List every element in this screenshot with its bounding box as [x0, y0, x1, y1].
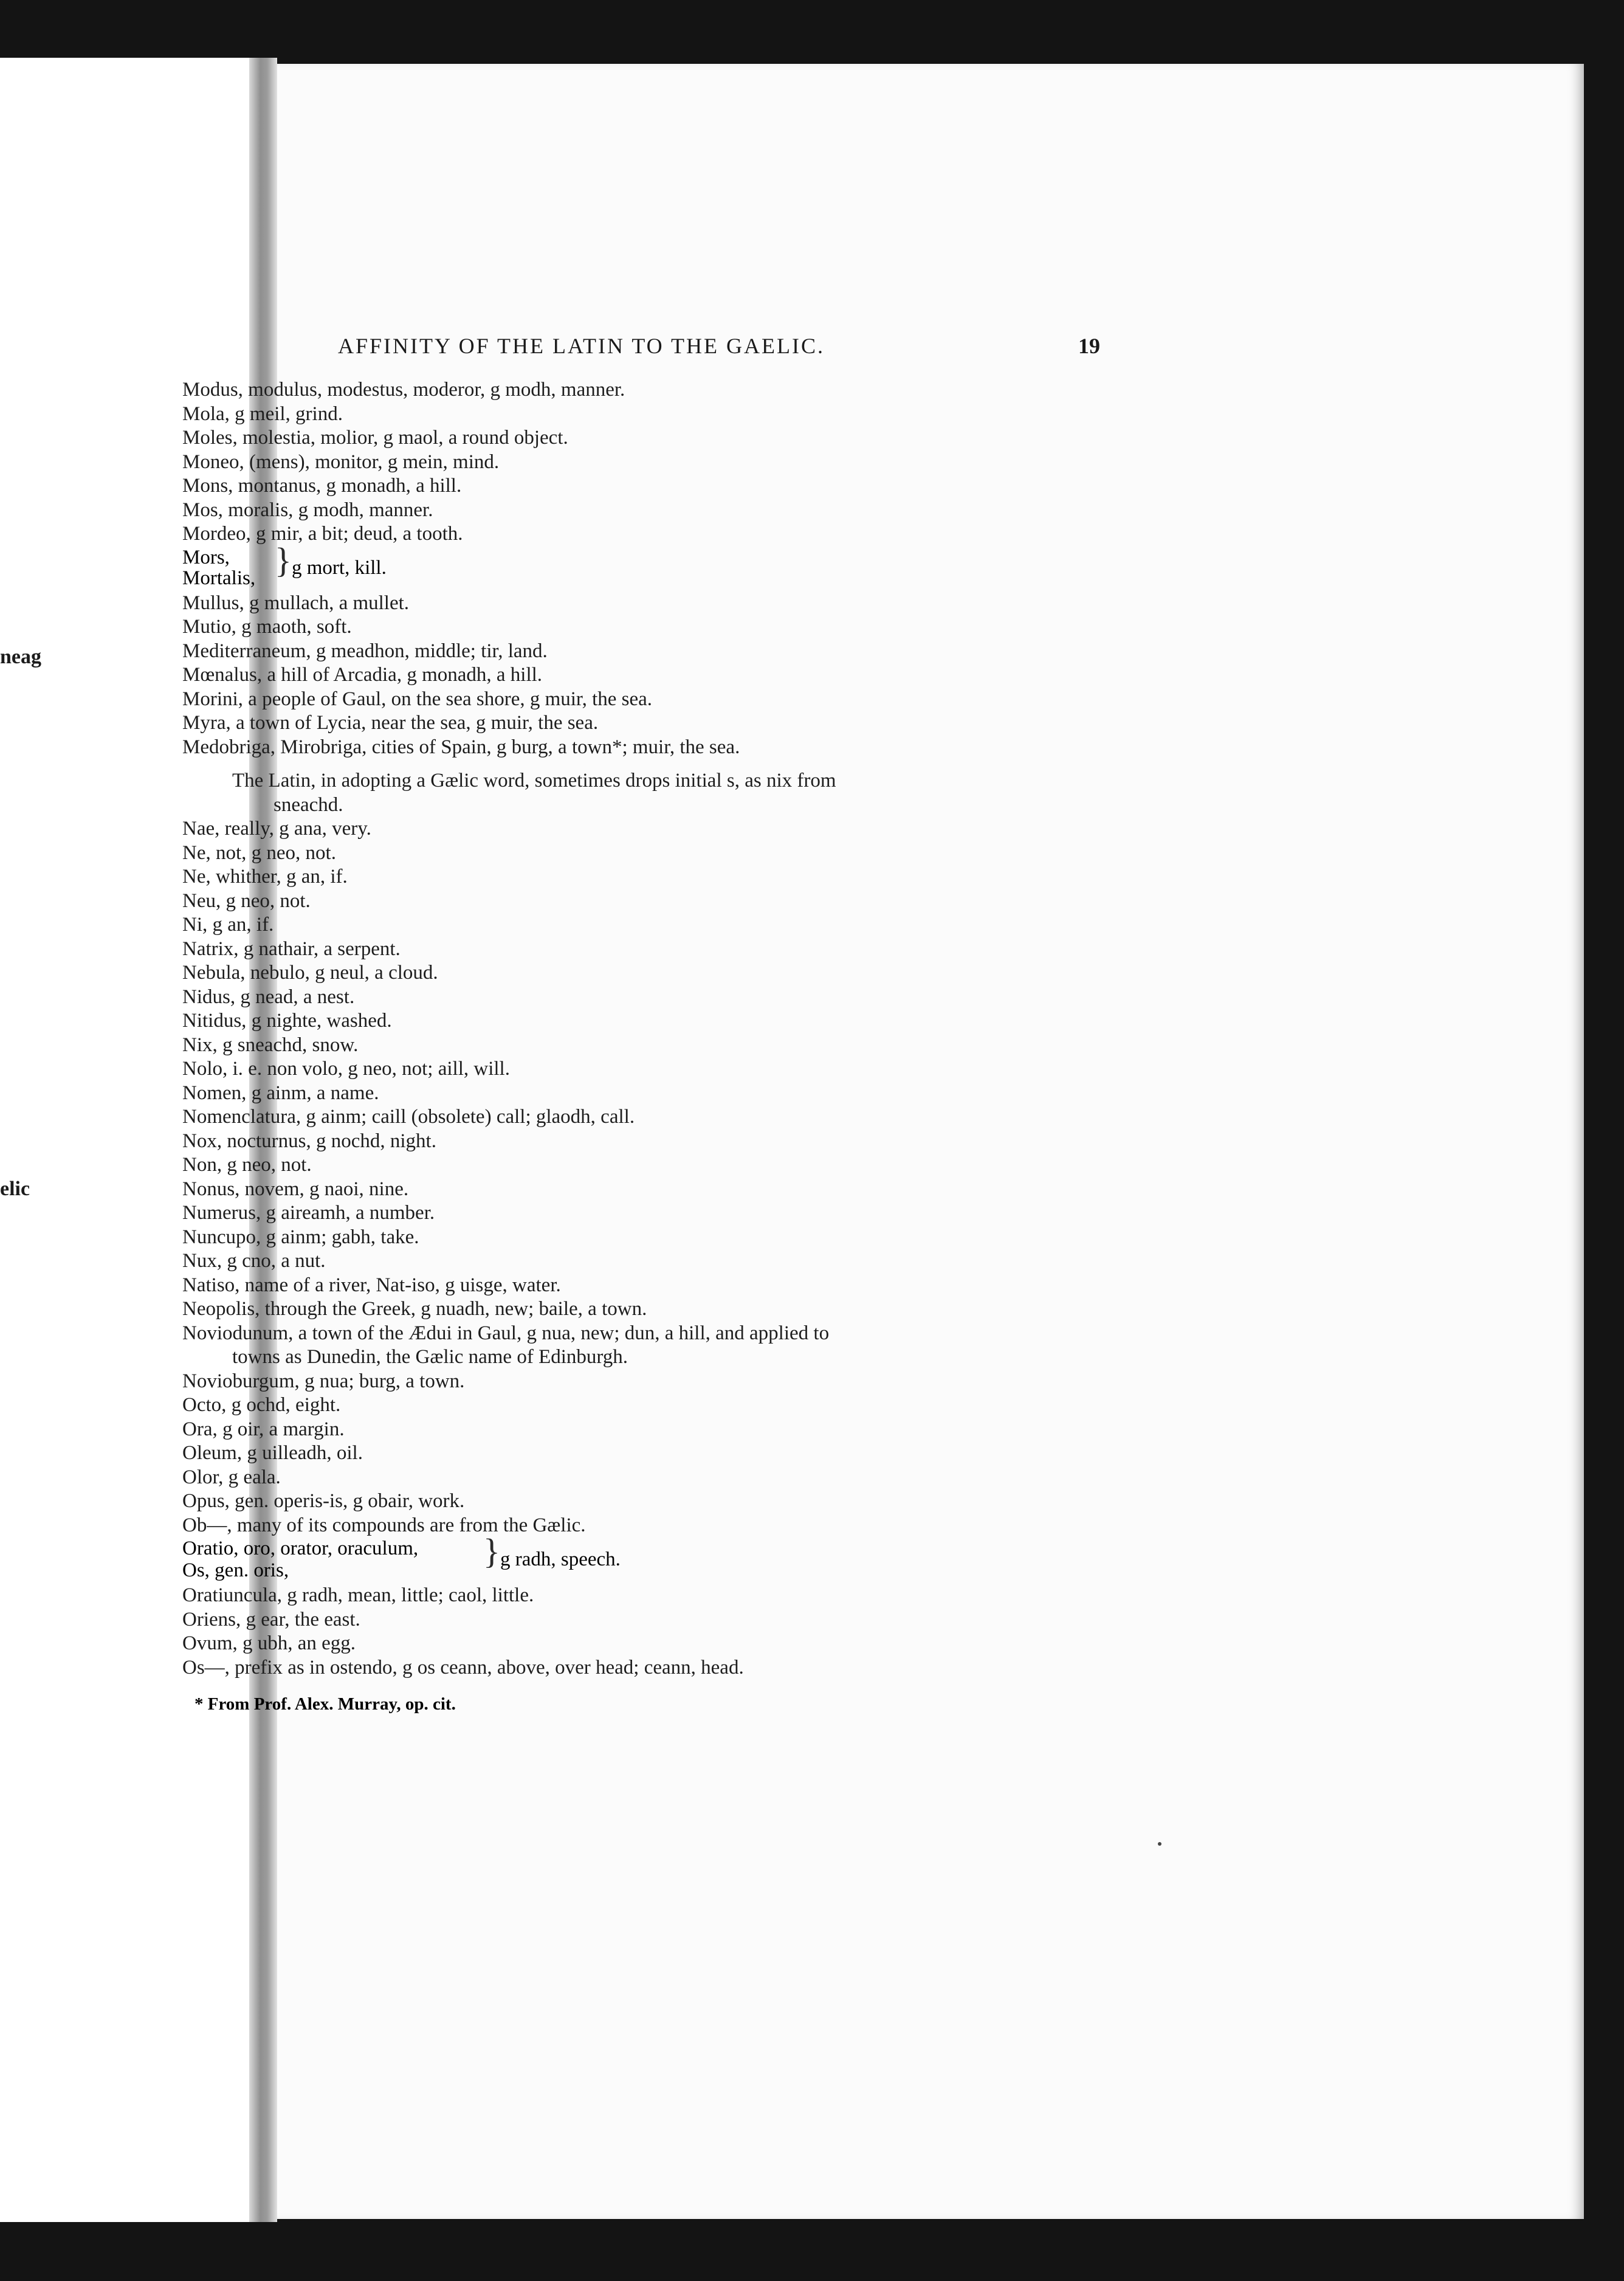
glossary-entry: Modus, modulus, modestus, moderor, g modh, manner.: [182, 379, 625, 401]
glossary-entry: Non, g neo, not.: [182, 1154, 312, 1176]
glossary-entry: Noviodunum, a town of the Ædui in Gaul, g nua, new; dun, a hill, and applied to: [182, 1322, 830, 1344]
glossary-entry: Numerus, g aireamh, a number.: [182, 1202, 435, 1224]
brace-glyph: }: [275, 540, 292, 580]
brace-entry-line: Oratio, oro, orator, oraculum,: [182, 1537, 419, 1559]
glossary-entry: Mullus, g mullach, a mullet.: [182, 592, 410, 614]
brace-entry-mors: [182, 540, 1216, 592]
glossary-entry: Nomen, g ainm, a name.: [182, 1082, 379, 1104]
glossary-entry: Mœnalus, a hill of Arcadia, g monadh, a hill.: [182, 664, 543, 686]
glossary-entry: Ne, not, g neo, not.: [182, 841, 336, 864]
glossary-entry: Nox, nocturnus, g nochd, night.: [182, 1130, 436, 1152]
glossary-entry: Ne, whither, g an, if.: [182, 866, 348, 888]
left-page-fragment: elic: [0, 1178, 30, 1200]
glossary-entry: Medobriga, Mirobriga, cities of Spain, g burg, a town*; muir, the sea.: [182, 736, 740, 758]
brace-entry-oratio: [182, 1531, 1216, 1584]
brace-entry-gloss: g mort, kill.: [292, 556, 387, 579]
glossary-entry-continuation: towns as Dunedin, the Gælic name of Edinburgh.: [232, 1346, 628, 1368]
glossary-entry: Morini, a people of Gaul, on the sea shore, g muir, the sea.: [182, 688, 653, 710]
scan-speck: [1158, 1842, 1161, 1846]
glossary-entry: Mons, montanus, g monadh, a hill.: [182, 475, 462, 497]
note-paragraph-continuation: sneachd.: [274, 793, 343, 816]
note-paragraph: The Latin, in adopting a Gælic word, sometimes drops initial s, as nix from: [232, 770, 836, 792]
glossary-entry: Ovum, g ubh, an egg.: [182, 1632, 356, 1654]
glossary-entry: Mediterraneum, g meadhon, middle; tir, land.: [182, 640, 548, 662]
glossary-entry: Neu, g neo, not.: [182, 889, 311, 912]
glossary-entry: Mordeo, g mir, a bit; deud, a tooth.: [182, 523, 463, 545]
glossary-entry: Ob—, many of its compounds are from the Gælic.: [182, 1514, 586, 1536]
glossary-entry: Ora, g oir, a margin.: [182, 1418, 345, 1440]
glossary-entry: Myra, a town of Lycia, near the sea, g muir, the sea.: [182, 712, 599, 734]
glossary-entries: [182, 378, 1216, 1716]
glossary-entry: Oriens, g ear, the east.: [182, 1608, 360, 1631]
glossary-entry: Octo, g ochd, eight.: [182, 1394, 341, 1416]
glossary-entry: Nix, g sneachd, snow.: [182, 1034, 359, 1056]
glossary-entry: Moneo, (mens), monitor, g mein, mind.: [182, 450, 500, 473]
brace-entry-gloss: g radh, speech.: [500, 1548, 621, 1570]
brace-entry-line: Os, gen. oris,: [182, 1559, 289, 1581]
left-page-fragment: neag: [0, 646, 41, 668]
glossary-entry: Oratiuncula, g radh, mean, little; caol, little.: [182, 1584, 534, 1606]
glossary-entry: Nux, g cno, a nut.: [182, 1250, 326, 1272]
glossary-entry: Nebula, nebulo, g neul, a cloud.: [182, 962, 438, 984]
glossary-entry: Oleum, g uilleadh, oil.: [182, 1442, 363, 1464]
glossary-entry: Neopolis, through the Greek, g nuadh, new; baile, a town.: [182, 1298, 647, 1320]
glossary-entry: Nidus, g nead, a nest.: [182, 985, 355, 1008]
glossary-entry: Mola, g meil, grind.: [182, 402, 343, 425]
glossary-entry: Nomenclatura, g ainm; caill (obsolete) call; glaodh, call.: [182, 1106, 635, 1128]
glossary-entry: Opus, gen. operis-is, g obair, work.: [182, 1490, 465, 1512]
glossary-entry: Os—, prefix as in ostendo, g os ceann, above, over head; ceann, head.: [182, 1656, 744, 1679]
glossary-entry: Moles, molestia, molior, g maol, a round object.: [182, 427, 568, 449]
glossary-entry: Nae, really, g ana, very.: [182, 818, 371, 840]
glossary-entry: Mutio, g maoth, soft.: [182, 616, 352, 638]
glossary-entry: Ni, g an, if.: [182, 914, 274, 936]
brace-entry-line: Mors,: [182, 546, 230, 568]
glossary-entry: Natrix, g nathair, a serpent.: [182, 937, 401, 960]
glossary-entry: Nuncupo, g ainm; gabh, take.: [182, 1226, 419, 1248]
running-head-title: AFFINITY OF THE LATIN TO THE GAELIC.: [338, 334, 825, 358]
glossary-entry: Olor, g eala.: [182, 1466, 281, 1488]
brace-entry-line: Mortalis,: [182, 567, 256, 589]
glossary-entry: Novioburgum, g nua; burg, a town.: [182, 1370, 465, 1392]
footnote: * From Prof. Alex. Murray, op. cit.: [194, 1694, 456, 1714]
glossary-entry: Nolo, i. e. non volo, g neo, not; aill, will.: [182, 1058, 510, 1080]
glossary-entry: Natiso, name of a river, Nat-iso, g uisge, water.: [182, 1274, 561, 1296]
glossary-entry: Nitidus, g nighte, washed.: [182, 1010, 392, 1032]
glossary-entry: Mos, moralis, g modh, manner.: [182, 499, 433, 521]
glossary-entry: Nonus, novem, g naoi, nine.: [182, 1178, 409, 1200]
page-number: 19: [1078, 334, 1100, 358]
brace-glyph: }: [483, 1531, 500, 1571]
